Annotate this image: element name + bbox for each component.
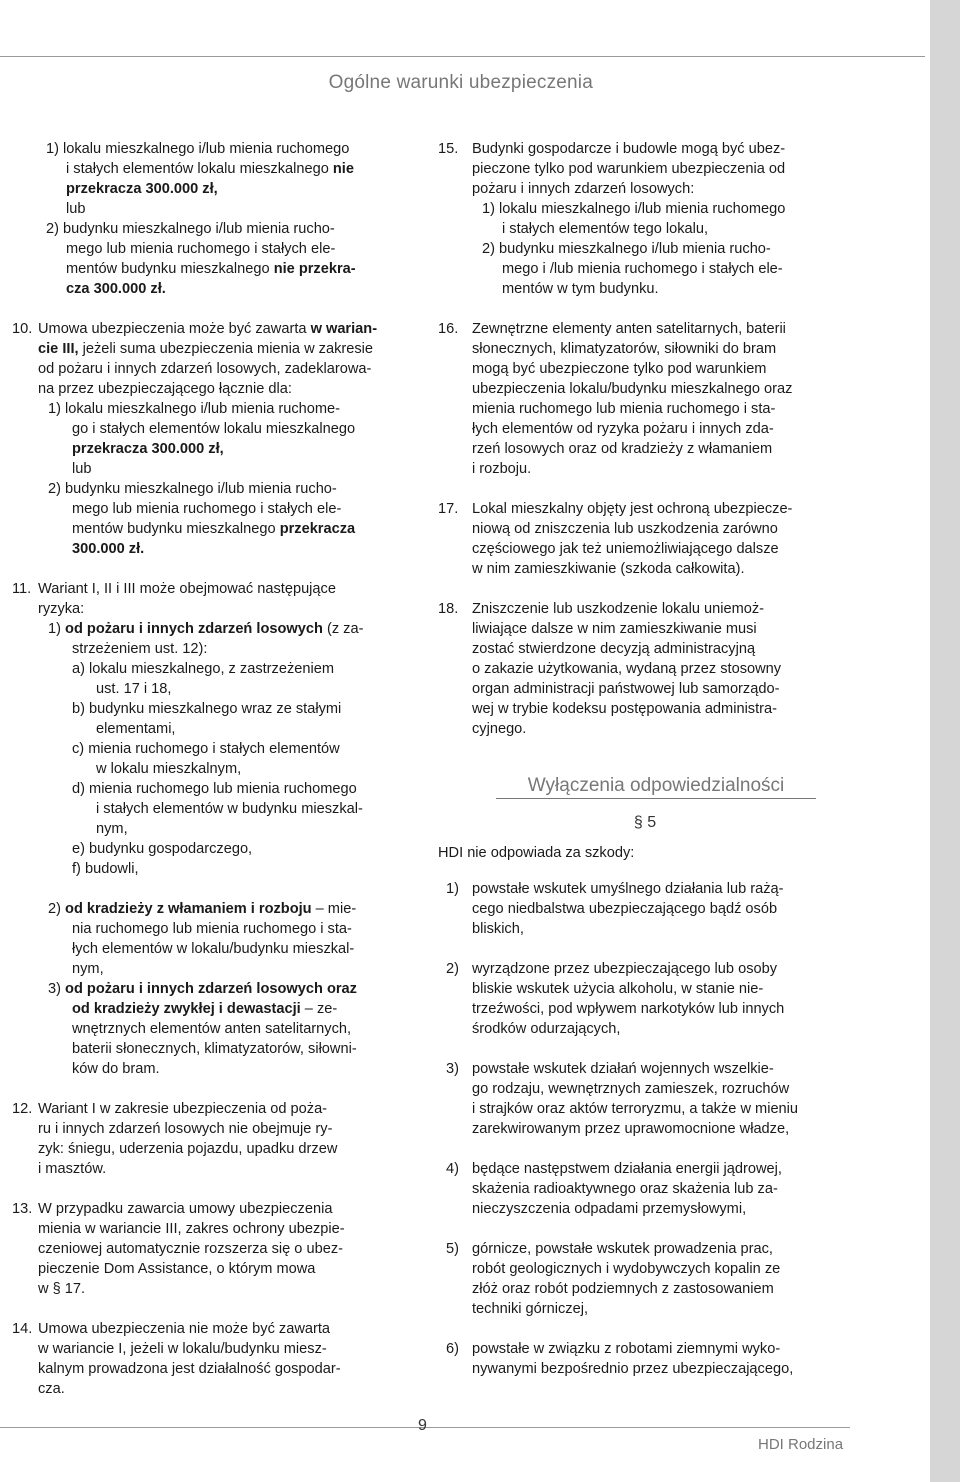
exclusion-item: 3) powstałe wskutek działań wojennych wszelkie- go rodzaju, wewnętrznych zamieszek, rozruchów i strajków oraz aktów terroryzmu, a także w mieniu zarekwirowanym przez uprawomocnione władze, (446, 1061, 799, 1137)
section-number: § 5 (633, 814, 657, 831)
paragraph-11: 11. Wariant I, II i III może obejmować następujące ryzyka: 1) od pożaru i innych zdarzeń losowych (z za- strzeżeniem ust. 12): a) lokalu mieszkalnego, z zastrzeżeniem ust. 17 i 18, b) budynku mieszkalnego wraz ze stałymi elementami, c) mienia ruchomego i stałych elementów w lokalu mieszkalnym, d) mienia ruchomego lub mienia ruchomego i stałych elementów w budynku mieszkal- nym, e) budynku gospodarczego, f) budowli, 2) od kradzieży z włamaniem i rozboju – mie- nia ruchomego lub mienia ruchomego i sta- łych elementów w lokalu/budynku mieszkal- nym, 3) od pożaru i innych zdarzeń losowych oraz od kradzieży zwykłej i dewastacji – ze- wnętrznych elementów anten satelitarnych, baterii słonecznych, klimatyzatorów, siłowni- ków do bram. (12, 581, 364, 1077)
paragraph-18: 18. Zniszczenie lub uszkodzenie lokalu uniemoż- liwiające dalsze w nim zamieszkiwanie musi zostać stwierdzone decyzją administracyjną o zakazie użytkowania, wydaną przez stosowny organ administracji państwowej lub samorządo- wej w trybie kodeksu postępowania administra- cyjnego. (438, 601, 782, 737)
list-item: 2) budynku mieszkalnego i/lub mienia rucho- mego lub mienia ruchomego i stałych ele- mentów budynku mieszkalnego nie przekra- cza 300.000 zł. (46, 221, 356, 297)
paragraph-15: 15. Budynki gospodarcze i budowle mogą być ubez- pieczone tylko pod warunkiem ubezpieczenia od pożaru i innych zdarzeń losowych: 1) lokalu mieszkalnego i/lub mienia ruchomego i stałych elementów tego lokalu, 2) budynku mieszkalnego i/lub mienia rucho- mego i /lub mienia ruchomego i stałych ele- mentów w tym budynku. (438, 141, 786, 297)
paragraph-13: 13. W przypadku zawarcia umowy ubezpieczenia mienia w wariancie III, zakres ochrony ubezpie- czeniowej automatycznie rozszerza się o ubez- pieczenie Dom Assistance, o którym mowa w § 17. (12, 1201, 345, 1297)
paragraph-12: 12. Wariant I w zakresie ubezpieczenia od poża- ru i innych zdarzeń losowych nie obejmuje ry- zyk: śniegu, uderzenia pojazdu, upadku drzew i masztów. (12, 1101, 338, 1177)
right-column (438, 139, 852, 1379)
page-side-bar (930, 0, 960, 1482)
section-intro: HDI nie odpowiada za szkody: (438, 845, 635, 861)
conjunction-text: lub (66, 201, 86, 217)
footer-brand: HDI Rodzina (758, 1436, 844, 1453)
section-title: Wyłączenia odpowiedzialności (496, 776, 816, 799)
header-rule (0, 56, 925, 57)
left-column (12, 139, 416, 1399)
exclusion-item: 2) wyrządzone przez ubezpieczającego lub osoby bliskie wskutek użycia alkoholu, w stanie nie- trzeźwości, pod wpływem narkotyków lub innych środków odurzających, (446, 961, 785, 1037)
paragraph-17: 17. Lokal mieszkalny objęty jest ochroną ubezpiecze- niową od zniszczenia lub uszkodzenia zarówno częściowego jak też uniemożliwiającego dalsze w nim zamieszkiwanie (szkoda całkowita). (438, 501, 793, 577)
exclusion-item: 5) górnicze, powstałe wskutek prowadzenia prac, robót geologicznych i wydobywczych kopalin ze złóż oraz robót podziemnych z zastosowaniem techniki górniczej, (446, 1241, 781, 1317)
page-number: 9 (418, 1417, 427, 1434)
exclusion-item: 6) powstałe w związku z robotami ziemnymi wyko- nywanymi bezpośrednio przez ubezpieczającego, (446, 1341, 794, 1377)
paragraph-14: 14. Umowa ubezpieczenia nie może być zawarta w wariancie I, jeżeli w lokalu/budynku miesz- kalnym prowadzona jest działalność gospodar- cza. (12, 1321, 341, 1397)
page-header-title: Ogólne warunki ubezpieczenia (328, 72, 593, 93)
exclusion-item: 4) będące następstwem działania energii jądrowej, skażenia radioaktywnego oraz skażenia lub za- nieczyszczenia odpadami przemysłowymi, (446, 1161, 782, 1217)
list-item: 1) lokalu mieszkalnego i/lub mienia ruchomego i stałych elementów lokalu mieszkalnego nie przekracza 300.000 zł, (46, 141, 354, 197)
paragraph-16: 16. Zewnętrzne elementy anten satelitarnych, baterii słonecznych, klimatyzatorów, siłowniki do bram mogą być ubezpieczone tylko pod warunkiem ubezpieczenia lokalu/budynku mieszkalnego oraz mienia ruchomego lub mienia ruchomego i sta- łych elementów od ryzyka pożaru i innych zda- rzeń losowych oraz od kradzieży z włamaniem i rozboju. (438, 321, 793, 477)
exclusion-item: 1) powstałe wskutek umyślnego działania lub rażą- cego niedbalstwa ubezpieczającego bądź osób bliskich, (446, 881, 784, 937)
paragraph-10: 10. Umowa ubezpieczenia może być zawarta w warian- cie III, jeżeli suma ubezpieczenia mienia w zakresie od pożaru i innych zdarzeń losowych, zadeklarowa- na przez ubezpieczającego łącznie dla: 1) lokalu mieszkalnego i/lub mienia ruchome- go i stałych elementów lokalu mieszkalnego przekracza 300.000 zł, lub 2) budynku mieszkalnego i/lub mienia rucho- mego lub mienia ruchomego i stałych ele- mentów budynku mieszkalnego przekracza 300.000 zł. (12, 321, 378, 557)
